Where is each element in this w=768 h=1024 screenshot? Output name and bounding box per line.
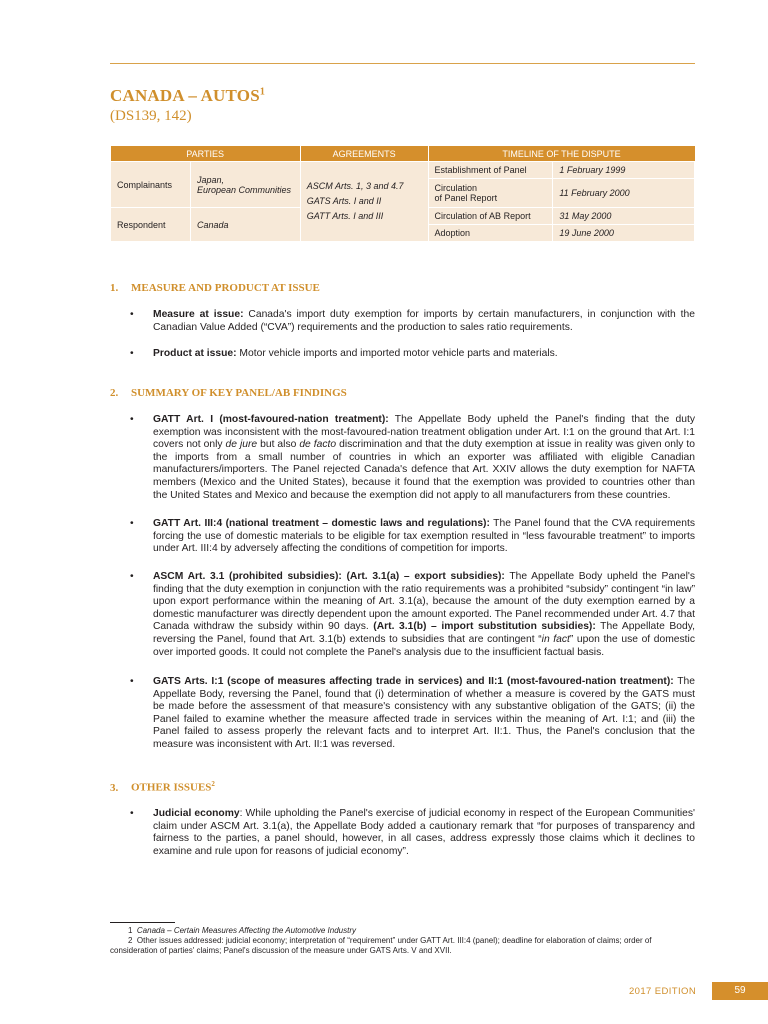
agreement-item: GATS Arts. I and II	[306, 196, 382, 206]
agreement-item: GATT Arts. I and III	[306, 211, 384, 221]
page-title: CANADA – AUTOS$^1$	[110, 86, 266, 105]
agreement-item: ASCM Arts. 1, 3 and 4.7	[306, 181, 404, 191]
page-number: 59	[712, 982, 768, 1000]
bullet: •	[130, 414, 134, 425]
section-heading-3: 3. OTHER ISSUES$^2$	[110, 780, 215, 794]
title-footnote-ref: 1	[259, 86, 266, 98]
top-rule	[110, 63, 695, 64]
header-agreements: AGREEMENTS	[300, 146, 428, 162]
complainants-label: Complainants	[111, 162, 191, 208]
timeline-date: 31 May 2000	[553, 208, 695, 225]
bullet: •	[130, 571, 134, 582]
list-item: • GATT Art. I (most-favoured-nation treatment): The Appellate Body upheld the Panel's finding that the duty exemption was inconsistent with the most-favoured-nation treatment obligation under Art. I:1 on the ground that Art. I:1 covers not only de jure but also de facto discrimination and that the duty exemption at issue in reality was given only to the imports from a small number of countries in which an exporter was affiliated with eligible Canadian manufacturers/importers. The Panel rejected Canada's defence that Art. XXIV allows the duty exemption for NAFTA members (Mexico and the United States), because it found that the exemption was provided to countries other than the United States and Mexico and because the exemption did not apply to all manufacturers from these countries.	[130, 414, 695, 501]
respondent-label: Respondent	[111, 208, 191, 242]
list-item: • Measure at issue: Canada's import duty exemption for imports by certain manufacturers, in conjunction with the Canadian Value Added (“CVA”) requirements and the production to sales ratio requirements.	[130, 309, 695, 333]
section-heading-1: 1. MEASURE AND PRODUCT AT ISSUE	[110, 282, 320, 294]
timeline-event: Circulation of Panel Report	[428, 179, 553, 208]
agreements-cell	[300, 162, 428, 242]
table-header-row	[111, 146, 695, 162]
section3-footnote-ref: 2	[211, 780, 215, 788]
footnote-rule	[110, 922, 175, 923]
list-item: • Judicial economy: While upholding the Panel's exercise of judicial economy in respect of the European Communities' claim under ASCM Art. 3.1(a), the Appellate Body added a cautionary remark that “for purposes of transparency and fairness to the parties, a panel should, however, in all cases, address expressly those claims which it declines to examine and rule upon for reasons of judicial economy”.	[130, 808, 695, 857]
section-heading-2: 2. SUMMARY OF KEY PANEL/AB FINDINGS	[110, 387, 347, 399]
timeline-date: 11 February 2000	[553, 179, 695, 208]
timeline-date: 19 June 2000	[553, 225, 695, 242]
table-row	[111, 162, 695, 179]
list-item: • GATS Arts. I:1 (scope of measures affecting trade in services) and II:1 (most-favoured-nation treatment): The Appellate Body, reversing the Panel, found that (i) determination of whether a measure is covered by the GATS must be made before the assessment of that measure's consistency with any substantive obligation of the GATS; (ii) the Panel failed to examine whether the measure affected trade in services within the meaning of Art. I:1; and (iii) the Panel failed to assess properly the relevant facts and to interpret Art. II:1. Thus, the Panel's conclusion that the measure was inconsistent with Art. II:1 was reversed.	[130, 676, 695, 750]
bullet: •	[130, 348, 134, 359]
list-item: • GATT Art. III:4 (national treatment – domestic laws and regulations): The Panel found that the CVA requirements forcing the use of domestic materials to be eligible for tax exemption resulted in “less favourable treatment” to imports under Art. III:4 by adversely affecting the conditions of competition for imports.	[130, 518, 695, 555]
page-subtitle: (DS139, 142)	[110, 108, 192, 124]
timeline-date: 1 February 1999	[553, 162, 695, 179]
timeline-event: Adoption	[428, 225, 553, 242]
header-timeline: TIMELINE OF THE DISPUTE	[428, 146, 694, 162]
footnote-2: 2 Other issues addressed: judicial economy; interpretation of “requirement” under GATT Art. III:4 (panel); deadline for elaboration of claims; order of consideration of parties' claims; Panel's discussion of the measure under GATS Arts. V and XVII.	[110, 936, 652, 955]
bullet: •	[130, 518, 134, 529]
list-item: • Product at issue: Motor vehicle imports and imported motor vehicle parts and materials.	[130, 348, 558, 359]
complainants-value: Japan, European Communities	[190, 162, 300, 208]
dispute-info-table	[110, 146, 695, 242]
list-item: • ASCM Art. 3.1 (prohibited subsidies): (Art. 3.1(a) – export subsidies): The Appellate Body upheld the Panel's finding that the duty exemption in conjunction with the ratio requirements was a prohibited “subsidy” contingent “in law” upon export performance within the meaning of Art. 3.1(a), because the amount of the duty exemption earned by a domestic manufacturer was directly dependent upon the amount exported. The Panel recommended under Art. 4.7 that Canada withdraw the subsidy within 90 days. (Art. 3.1(b) – import substitution subsidies): The Appellate Body, reversing the Panel, found that Art. 3.1(b) extends to subsidies that are contingent “in fact” upon the use of domestic over imported goods. It could not complete the Panel's analysis due to the insufficient factual basis.	[130, 571, 695, 658]
timeline-event: Establishment of Panel	[428, 162, 553, 179]
footnote-1: 1 Canada – Certain Measures Affecting the Automotive Industry	[128, 926, 356, 935]
header-parties: PARTIES	[111, 146, 301, 162]
bullet: •	[130, 808, 134, 819]
respondent-value: Canada	[190, 208, 300, 242]
timeline-event: Circulation of AB Report	[428, 208, 553, 225]
edition-label: 2017 EDITION	[629, 986, 697, 997]
bullet: •	[130, 676, 134, 687]
bullet: •	[130, 309, 134, 320]
